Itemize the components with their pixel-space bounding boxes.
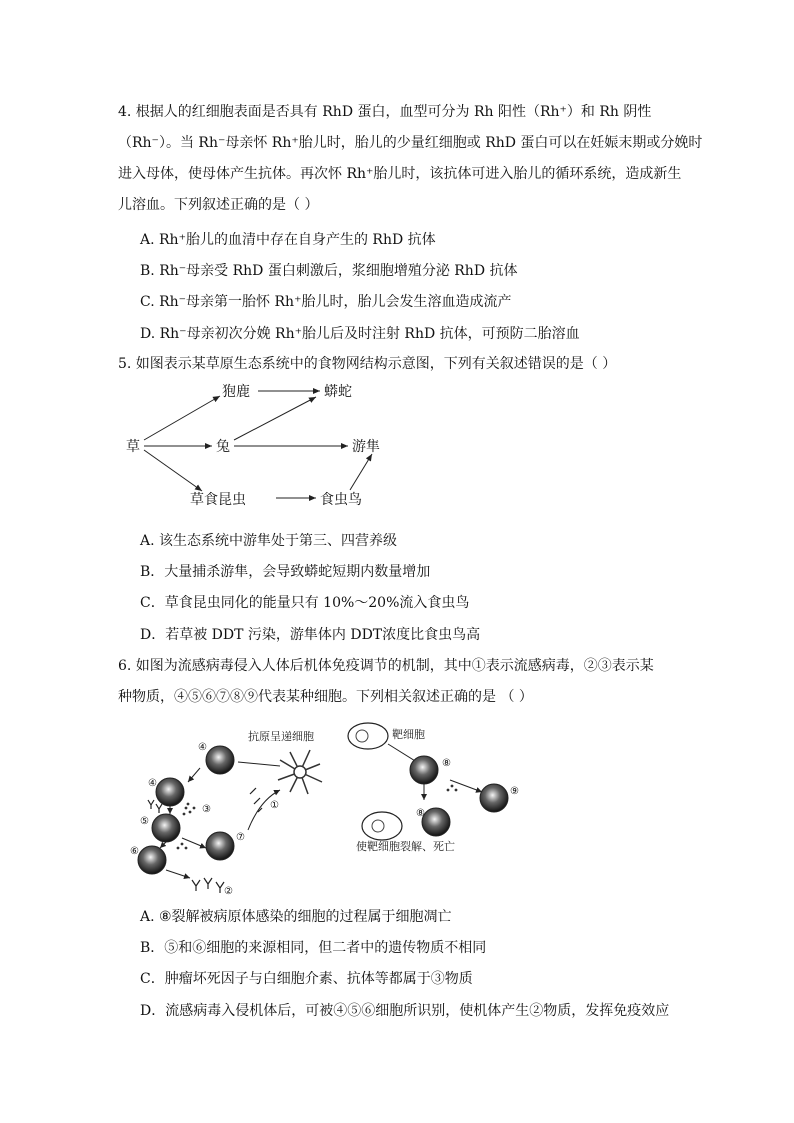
edge-grass-insect — [144, 450, 202, 491]
q4-option-c: C. Rh⁻母亲第一胎怀 Rh⁺胎儿时，胎儿会发生溶血造成流产 — [140, 294, 512, 310]
node-rabbit: 兔 — [216, 439, 230, 455]
q4-stem-line-2: （Rh⁻）。当 Rh⁻母亲怀 Rh⁺胎儿时，胎儿的少量红细胞或 RhD 蛋白可以在妊娠末期或分娩时 — [118, 135, 703, 151]
q5-option-c: C．草食昆虫同化的能量只有 10%～20%流入食虫鸟 — [140, 595, 470, 611]
cell-5 — [152, 814, 180, 842]
q5-option-d: D．若草被 DDT 污染，游隼体内 DDT浓度比食虫鸟高 — [140, 627, 481, 643]
marker-2: ② — [224, 886, 233, 895]
q5-option-a: A. 该生态系统中游隼处于第三、四营养级 — [140, 533, 398, 549]
q5-stem-line-1: 5. 如图表示某草原生态系统中的食物网结构示意图，下列有关叙述错误的是（ ） — [118, 356, 617, 372]
edge-bird-falcon — [350, 454, 372, 490]
marker-4-lower: ④ — [148, 778, 157, 789]
marker-5: ⑤ — [140, 816, 149, 827]
immune-diagram — [130, 720, 530, 895]
marker-9: ⑨ — [510, 786, 519, 797]
q4-option-b: B. Rh⁻母亲受 RhD 蛋白刺激后，浆细胞增殖分泌 RhD 抗体 — [140, 263, 518, 279]
target-cell-icon — [348, 723, 388, 749]
node-insect: 草食昆虫 — [190, 492, 246, 508]
arrow-t-to-b — [188, 768, 200, 782]
immune-cells — [138, 746, 508, 874]
edge-rabbit-python — [234, 397, 316, 440]
marker-8-top: ⑧ — [442, 758, 451, 769]
virus-icons — [250, 788, 262, 812]
q6-option-a: A. ⑧裂解被病原体感染的细胞的过程属于细胞凋亡 — [140, 909, 452, 925]
food-web-diagram — [120, 378, 410, 513]
node-deer: 狍鹿 — [222, 384, 250, 400]
marker-4-top: ④ — [198, 742, 207, 753]
cell-4-lower — [156, 778, 184, 806]
q5-option-b: B．大量捕杀游隼，会导致蟒蛇短期内数量增加 — [140, 564, 431, 580]
node-python: 蟒蛇 — [324, 384, 352, 400]
node-falcon: 游隼 — [352, 439, 380, 455]
q6-option-b: B．⑤和⑥细胞的来源相同，但二者中的遗传物质不相同 — [140, 940, 487, 956]
cell-9 — [480, 784, 508, 812]
apc-icon — [278, 750, 322, 794]
cell-7 — [206, 832, 234, 860]
apc-label: 抗原呈递细胞 — [248, 730, 314, 743]
cell-8-top — [410, 756, 438, 784]
q6-stem-line-1: 6. 如图为流感病毒侵入人体后机体免疫调节的机制，其中①表示流感病毒，②③表示某 — [118, 658, 654, 674]
q4-stem-line-3: 进入母体，使母体产生抗体。再次怀 Rh⁺胎儿时，该抗体可进入胎儿的循环系统，造成新生 — [118, 166, 682, 182]
node-grass: 草 — [126, 439, 140, 455]
q4-stem-line-4: 儿溶血。下列叙述正确的是（ ） — [118, 197, 319, 213]
q6-stem-line-2: 种物质，④⑤⑥⑦⑧⑨代表某种细胞。下列相关叙述正确的是 （ ） — [118, 689, 533, 705]
marker-1: ① — [270, 800, 279, 811]
arrow-apc-to-t — [238, 762, 280, 766]
marker-6: ⑥ — [130, 846, 139, 857]
cell-6 — [138, 846, 166, 874]
q4-stem-line-1: 4. 根据人的红细胞表面是否具有 RhD 蛋白，血型可分为 Rh 阳性（Rh⁺）和 Rh 阴性 — [118, 104, 652, 120]
target-cell-label: 靶细胞 — [392, 728, 425, 741]
marker-8-bottom: ⑧ — [416, 808, 425, 819]
cell-4-top — [206, 746, 234, 774]
node-bird: 食虫鸟 — [320, 492, 362, 508]
arrow-b-to-7 — [182, 838, 206, 848]
q4-option-d: D. Rh⁻母亲初次分娩 Rh⁺胎儿后及时注射 RhD 抗体，可预防二胎溶血 — [140, 326, 580, 342]
cell-8-bottom — [422, 808, 450, 836]
marker-3: ③ — [202, 804, 211, 815]
q6-option-d: D．流感病毒入侵机体后，可被④⑤⑥细胞所识别，使机体产生②物质，发挥免疫效应 — [140, 1003, 670, 1019]
arrow-6-to-antibody — [166, 870, 190, 878]
q4-option-a: A. Rh⁺胎儿的血清中存在自身产生的 RhD 抗体 — [140, 232, 436, 248]
lysed-cell-icon — [362, 812, 402, 840]
marker-7: ⑦ — [236, 832, 245, 843]
q6-option-c: C．肿瘤坏死因子与白细胞介素、抗体等都属于③物质 — [140, 971, 473, 987]
lysis-label: 使靶细胞裂解、死亡 — [356, 840, 455, 853]
edge-grass-deer — [144, 396, 220, 440]
